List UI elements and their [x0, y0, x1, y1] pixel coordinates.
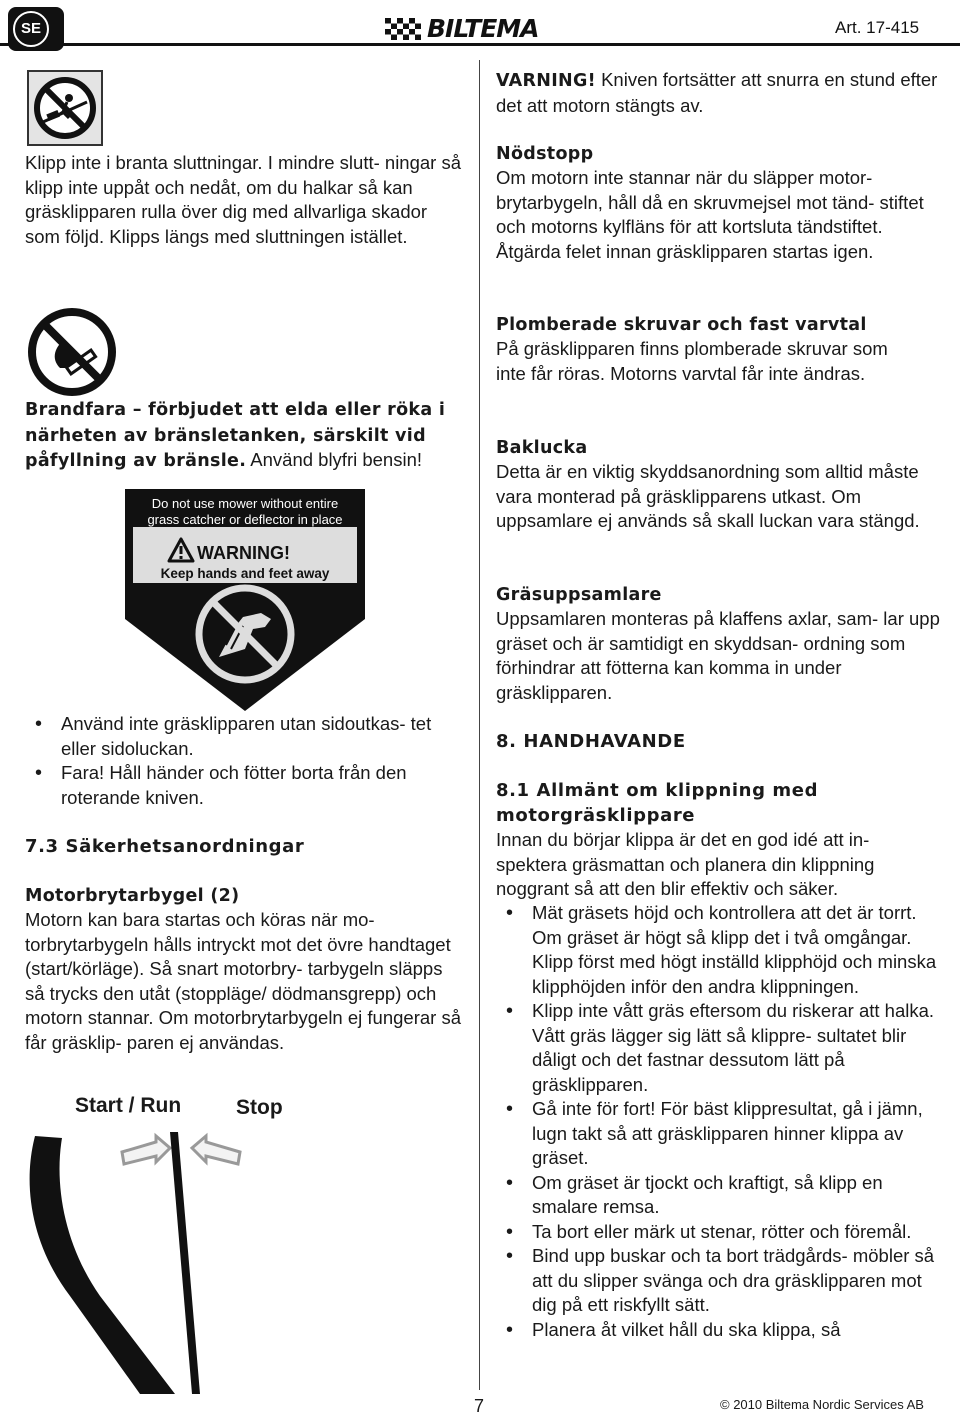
- list-item: • Planera åt vilket håll du ska klippa, så: [496, 1318, 941, 1343]
- handle-arrows: [122, 1136, 240, 1164]
- nodstopp-text: Om motorn inte stannar när du släpper motor- brytarbygeln, håll då en skruvmejsel mot tänd- stiftet och motorns kylfläns för att kortsluta tändstiftet. Åtgärda felet innan gräsklipparen startas igen.: [496, 167, 924, 262]
- no-fire-icon: [26, 306, 118, 398]
- no-steep-slope-icon: [29, 72, 101, 144]
- grasupp-text: Uppsamlaren monteras på klaffens axlar, sam- lar upp gräset och är samtidigt en skyddsan- ordning som förhindrar att fötterna kan komma in under gräsklipparen.: [496, 608, 940, 703]
- brake-bar: [170, 1132, 200, 1394]
- section-title-8: 8. HANDHAVANDE: [496, 731, 686, 752]
- list-item: • Gå inte för fort! För bäst klippresultat, gå i jämn, lugn takt så att gräsklipparen hinner klippa av gräset.: [496, 1097, 941, 1171]
- baklucka-heading: Baklucka: [496, 438, 588, 458]
- list-item: • Om gräset är tjockt och kraftigt, så klipp en smalare remsa.: [496, 1171, 941, 1220]
- intro-text: Innan du börjar klippa är det en god idé att in- spektera gräsmattan och planera din klippning noggrant så att den blir effektiv och säker.: [496, 829, 875, 899]
- handle-bar: [30, 1136, 175, 1394]
- list-item: • Klipp inte vått gräs eftersom du riskerar att halka. Vått gräs lägger sig lätt så klippre- sultatet blir dåligt och det fastnar dessutom lätt på gräsklipparen.: [496, 999, 941, 1097]
- start-run-label: Start / Run: [75, 1094, 182, 1117]
- brand-name: BILTEMA: [427, 14, 539, 43]
- section-title-7-3: 7.3 Säkerhetsanordningar: [25, 836, 305, 857]
- fire-warning-tail: Använd blyfri bensin!: [246, 449, 423, 470]
- motor-heading: Motorbrytarbygel (2): [25, 886, 240, 906]
- section-title-8-1: 8.1 Allmänt om klippning med motorgräsklippare: [496, 780, 819, 826]
- knife-warning-text: Kniven fortsätter att snurra en stund efter det att motorn stängts av.: [496, 69, 938, 116]
- language-code: SE: [13, 11, 49, 47]
- slope-warning-text: Klipp inte i branta sluttningar. I mindre slutt- ningar så klipp inte uppåt och nedåt, om du halkar så kan gräsklipparen rulla över dig med allvarliga skador som följd. Klipps längs med sluttningen istället.: [25, 152, 462, 247]
- stop-label: Stop: [236, 1096, 283, 1119]
- no-slope-sign: [27, 70, 103, 146]
- column-divider: [479, 60, 480, 1390]
- language-badge: [8, 7, 64, 51]
- right-bullet-list: [496, 901, 941, 1342]
- list-item: • Använd inte gräsklipparen utan sidoutkas- tet eller sidoluckan.: [25, 712, 465, 761]
- grasupp-heading: Gräsuppsamlare: [496, 585, 662, 605]
- copyright: © 2010 Biltema Nordic Services AB: [720, 1397, 924, 1412]
- decal-keep-away: Keep hands and feet away: [160, 566, 330, 581]
- motor-text: Motorn kan bara startas och köras när mo- torbrytarbygeln hålls intryckt mot det övre handtaget (start/körläge). Så snart motorbry- tarbygeln släpps så trycks den utåt (stoppläge/ dödmansgrepp) och motorn stannar. Om motorbrytarbygeln ej fungerar så får gräsklip- paren ej användas.: [25, 909, 461, 1053]
- decal-line-2: grass catcher or deflector in place: [147, 512, 343, 527]
- list-item: • Fara! Håll händer och fötter borta från den roterande kniven.: [25, 761, 465, 810]
- fire-warning: [25, 397, 465, 474]
- baklucka-text: Detta är en viktig skyddsanordning som alltid måste vara monterad på gräsklipparens utkast. Om uppsamlare ej används så skall luckan vara stängd.: [496, 461, 920, 531]
- handle-illustration: [10, 1126, 410, 1394]
- decal-warning: WARNING!: [197, 543, 290, 563]
- left-bullet-list: [25, 712, 465, 810]
- knife-warning-lead: VARNING!: [496, 71, 596, 91]
- article-number: Art. 17-415: [835, 18, 920, 37]
- list-item: • Bind upp buskar och ta bort trädgårds- möbler så att du slipper svänga och dra gräsklipparen mot dig på ett riskfyllt sätt.: [496, 1244, 941, 1318]
- list-item: • Ta bort eller märk ut stenar, rötter och föremål.: [496, 1220, 941, 1245]
- warning-decal: [125, 489, 365, 711]
- nodstopp-heading: Nödstopp: [496, 144, 594, 164]
- fire-warning-heading: Brandfara – förbjudet att elda eller röka i närheten av bränsletanken, särskilt vid påfyllning av bränsle.: [25, 400, 446, 471]
- knife-warning: [496, 68, 941, 118]
- checker-flag-icon: [385, 14, 425, 44]
- page-number: 7: [474, 1396, 485, 1416]
- plomb-heading: Plomberade skruvar och fast varvtal: [496, 315, 867, 335]
- plomb-text: På gräsklipparen finns plomberade skruvar som inte får röras. Motorns varvtal får inte ändras.: [496, 338, 888, 384]
- list-item: • Mät gräsets höjd och kontrollera att det är torrt. Om gräset är högt så klipp det i två omgångar. Klipp först med högt inställd klipphöjd och minska klipphöjden inför den andra klippningen.: [496, 901, 941, 999]
- brand-logo: [385, 14, 581, 44]
- decal-line-1: Do not use mower without entire: [151, 496, 339, 511]
- no-hands-icon: [199, 588, 291, 680]
